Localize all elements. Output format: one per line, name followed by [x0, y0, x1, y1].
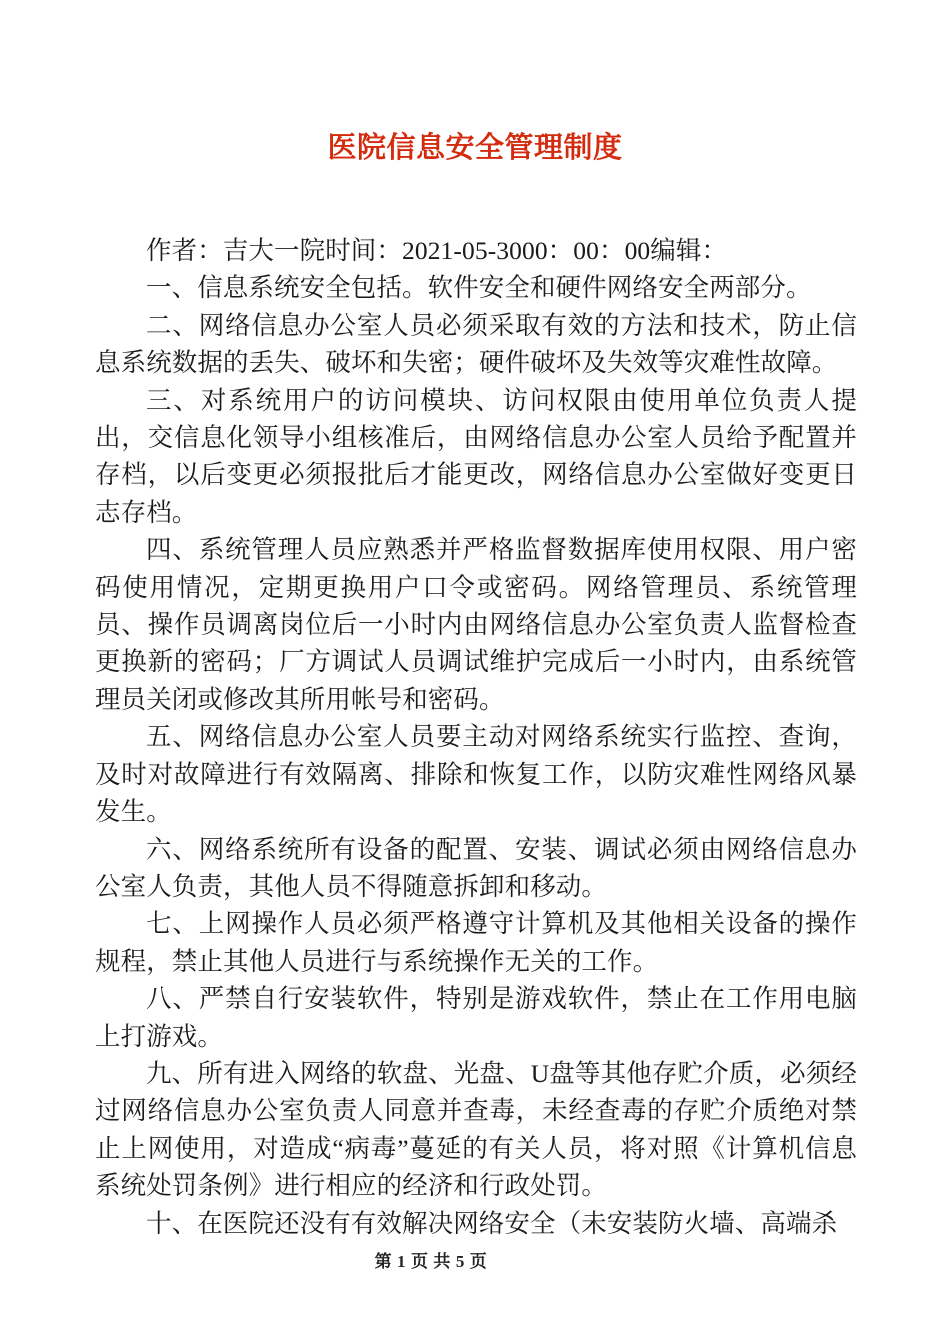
paragraph-item-4: 四、系统管理人员应熟悉并严格监督数据库使用权限、用户密码使用情况，定期更换用户口令或密码。网络管理员、系统管理员、操作员调离岗位后一小时内由网络信息办公室负责人监督检查更换新的密码；厂方调试人员调试维护完成后一小时内，由系统管理员关闭或修改其所用帐号和密码。 — [95, 535, 857, 714]
paragraph-item-8: 八、严禁自行安装软件，特别是游戏软件，禁止在工作用电脑上打游戏。 — [95, 984, 857, 1051]
paragraph-item-2: 二、网络信息办公室人员必须采取有效的方法和技术，防止信息系统数据的丢失、破坏和失密；硬件破坏及失效等灾难性故障。 — [95, 310, 857, 378]
paragraph-item-7: 七、上网操作人员必须严格遵守计算机及其他相关设备的操作规程，禁止其他人员进行与系统操作无关的工作。 — [95, 909, 857, 976]
page-title: 医院信息安全管理制度 — [327, 130, 623, 164]
paragraph-author-line: 作者：吉大一院时间：2021-05-3000：00：00编辑： — [146, 236, 728, 265]
page-number-indicator: 第 1 页 共 5 页 — [374, 1252, 488, 1271]
paragraph-item-5: 五、网络信息办公室人员要主动对网络系统实行监控、查询，及时对故障进行有效隔离、排除和恢复工作，以防灾难性网络风暴发生。 — [95, 722, 857, 827]
paragraph-item-3: 三、对系统用户的访问模块、访问权限由使用单位负责人提出，交信息化领导小组核准后，由网络信息办公室人员给予配置并存档，以后变更必须报批后才能更改，网络信息办公室做好变更日志存档。 — [95, 385, 857, 527]
document-body — [95, 232, 857, 1242]
paragraph-item-10: 十、在医院还没有有效解决网络安全（未安装防火墙、高端杀 — [146, 1208, 838, 1238]
paragraph-item-6: 六、网络系统所有设备的配置、安装、调试必须由网络信息办公室人负责，其他人员不得随意拆卸和移动。 — [95, 834, 857, 901]
paragraph-item-9: 九、所有进入网络的软盘、光盘、U盘等其他存贮介质，必须经过网络信息办公室负责人同意并查毒，未经查毒的存贮介质绝对禁止上网使用，对造成“病毒”蔓延的有关人员，将对照《计算机信息系统处罚条例》进行相应的经济和行政处罚。 — [95, 1058, 857, 1201]
paragraph-item-1: 一、信息系统安全包括。软件安全和硬件网络安全两部分。 — [146, 273, 812, 303]
page-footer — [0, 1247, 950, 1272]
